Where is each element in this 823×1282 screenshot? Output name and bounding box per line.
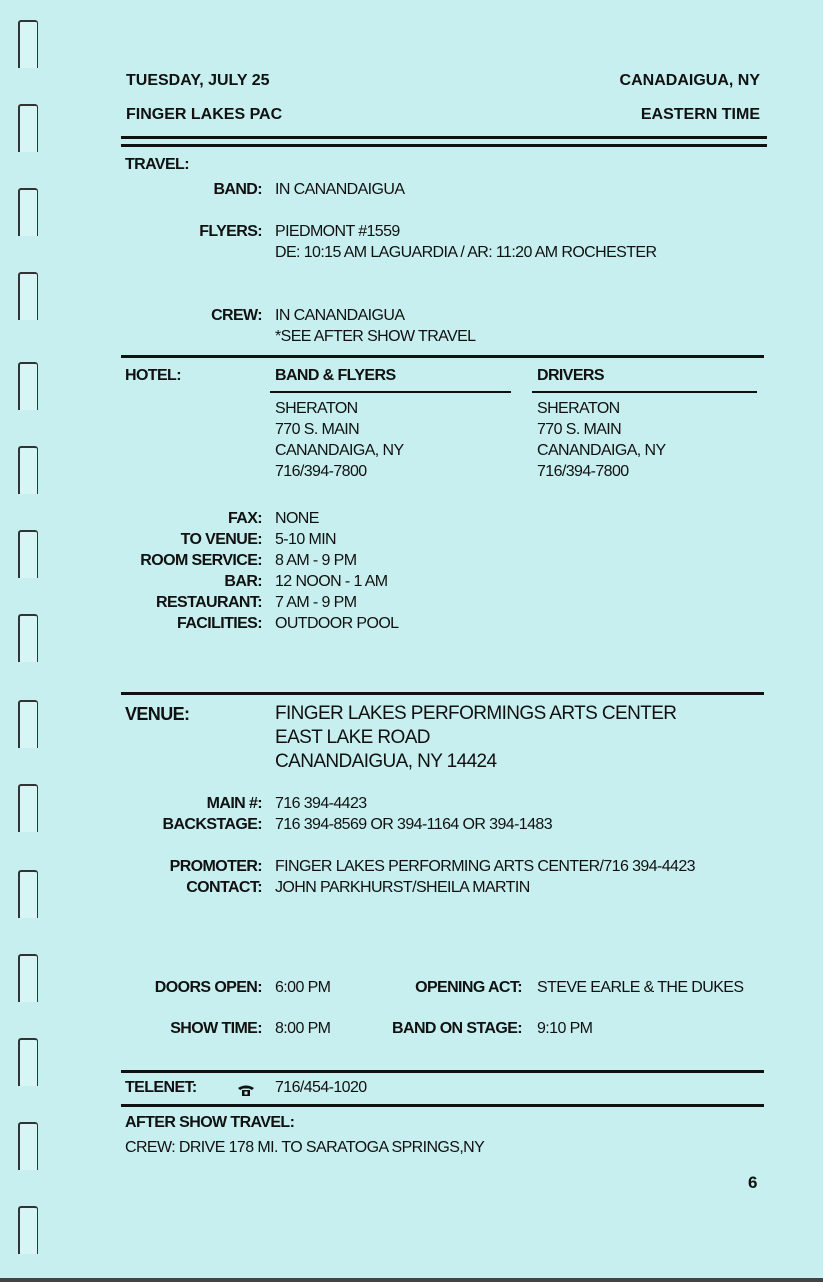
band-hotel-line: 770 S. MAIN <box>275 421 360 438</box>
drivers-hotel-line: 716/394-7800 <box>537 463 629 480</box>
hotel-detail-label: RESTAURANT: <box>156 594 262 611</box>
hotel-detail-label: TO VENUE: <box>180 531 262 548</box>
main-phone-label: MAIN #: <box>206 795 262 812</box>
opening-act-value: STEVE EARLE & THE DUKES <box>537 979 744 996</box>
contact-value: JOHN PARKHURST/SHEILA MARTIN <box>275 879 530 896</box>
band-hotel-line: SHERATON <box>275 400 358 417</box>
hotel-detail-value: 8 AM - 9 PM <box>275 552 357 569</box>
backstage-label: BACKSTAGE: <box>162 816 262 833</box>
section-rule <box>121 355 764 358</box>
band-on-stage-label: BAND ON STAGE: <box>392 1020 522 1037</box>
binder-hole <box>18 870 38 918</box>
header-rule <box>121 136 767 139</box>
band-hotel-line: CANANDAIGA, NY <box>275 442 404 459</box>
drivers-hotel-line: 770 S. MAIN <box>537 421 622 438</box>
header-rule <box>121 144 767 147</box>
hotel-detail-label: FACILITIES: <box>177 615 262 632</box>
flyers-label: FLYERS: <box>199 223 262 240</box>
venue-heading: VENUE: <box>125 704 190 724</box>
binder-hole <box>18 784 38 832</box>
flyers-flight: PIEDMONT #1559 <box>275 223 400 240</box>
drivers-hotel-line: CANANDAIGA, NY <box>537 442 666 459</box>
promoter-value: FINGER LAKES PERFORMING ARTS CENTER/716 394-4423 <box>275 858 695 875</box>
binder-hole <box>18 1122 38 1170</box>
header-city: CANADAIGUA, NY <box>619 72 760 89</box>
drivers-hotel-line: SHERATON <box>537 400 620 417</box>
crew-note: *SEE AFTER SHOW TRAVEL <box>275 328 476 345</box>
section-rule <box>121 1104 764 1107</box>
contact-label: CONTACT: <box>186 879 262 896</box>
hotel-heading: HOTEL: <box>125 367 181 384</box>
binder-hole <box>18 20 38 68</box>
section-rule <box>121 1070 764 1073</box>
binder-hole <box>18 1206 38 1254</box>
band-value: IN CANANDAIGUA <box>275 181 405 198</box>
header-date: TUESDAY, JULY 25 <box>126 72 270 89</box>
hotel-detail-value: 7 AM - 9 PM <box>275 594 357 611</box>
telenet-label: TELENET: <box>125 1079 197 1096</box>
header-venue: FINGER LAKES PAC <box>126 106 283 123</box>
binder-hole <box>18 362 38 410</box>
binder-hole <box>18 1038 38 1086</box>
doors-open-value: 6:00 PM <box>275 979 331 996</box>
band-label: BAND: <box>213 181 262 198</box>
column-rule <box>270 391 511 393</box>
page-bottom-edge <box>0 1278 823 1282</box>
band-on-stage-value: 9:10 PM <box>537 1020 593 1037</box>
binder-hole <box>18 446 38 494</box>
telenet-number: 716/454-1020 <box>275 1079 367 1096</box>
hotel-detail-value: 12 NOON - 1 AM <box>275 573 388 590</box>
binder-hole <box>18 188 38 236</box>
hotel-detail-label: ROOM SERVICE: <box>140 552 262 569</box>
main-phone-value: 716 394-4423 <box>275 795 367 812</box>
page-number: 6 <box>748 1173 758 1192</box>
hotel-detail-value: NONE <box>275 510 319 527</box>
flyers-detail: DE: 10:15 AM LAGUARDIA / AR: 11:20 AM ROCHESTER <box>275 244 657 261</box>
show-time-value: 8:00 PM <box>275 1020 331 1037</box>
section-rule <box>121 692 764 695</box>
binder-hole <box>18 614 38 662</box>
hotel-detail-value: 5-10 MIN <box>275 531 336 548</box>
telephone-icon <box>236 1082 256 1098</box>
hotel-detail-value: OUTDOOR POOL <box>275 615 399 632</box>
binder-hole <box>18 272 38 320</box>
crew-label: CREW: <box>211 307 262 324</box>
doors-open-label: DOORS OPEN: <box>154 979 262 996</box>
hotel-detail-label: FAX: <box>227 510 262 527</box>
promoter-label: PROMOTER: <box>169 858 262 875</box>
binder-hole <box>18 954 38 1002</box>
show-time-label: SHOW TIME: <box>170 1020 262 1037</box>
after-show-crew: CREW: DRIVE 178 MI. TO SARATOGA SPRINGS,NY <box>125 1139 485 1156</box>
after-show-heading: AFTER SHOW TRAVEL: <box>125 1114 295 1131</box>
binder-hole <box>18 104 38 152</box>
binder-hole <box>18 700 38 748</box>
header-timezone: EASTERN TIME <box>640 106 760 123</box>
venue-city: CANANDAIGUA, NY 14424 <box>275 751 497 772</box>
venue-street: EAST LAKE ROAD <box>275 727 430 748</box>
band-col-title: BAND & FLYERS <box>275 367 396 384</box>
crew-value: IN CANANDAIGUA <box>275 307 405 324</box>
hotel-detail-label: BAR: <box>224 573 262 590</box>
opening-act-label: OPENING ACT: <box>415 979 522 996</box>
drivers-col-title: DRIVERS <box>537 367 604 384</box>
venue-name: FINGER LAKES PERFORMINGS ARTS CENTER <box>275 703 677 724</box>
travel-heading: TRAVEL: <box>125 156 189 173</box>
column-rule <box>532 391 757 393</box>
backstage-value: 716 394-8569 OR 394-1164 OR 394-1483 <box>275 816 552 833</box>
band-hotel-line: 716/394-7800 <box>275 463 367 480</box>
binder-hole <box>18 530 38 578</box>
